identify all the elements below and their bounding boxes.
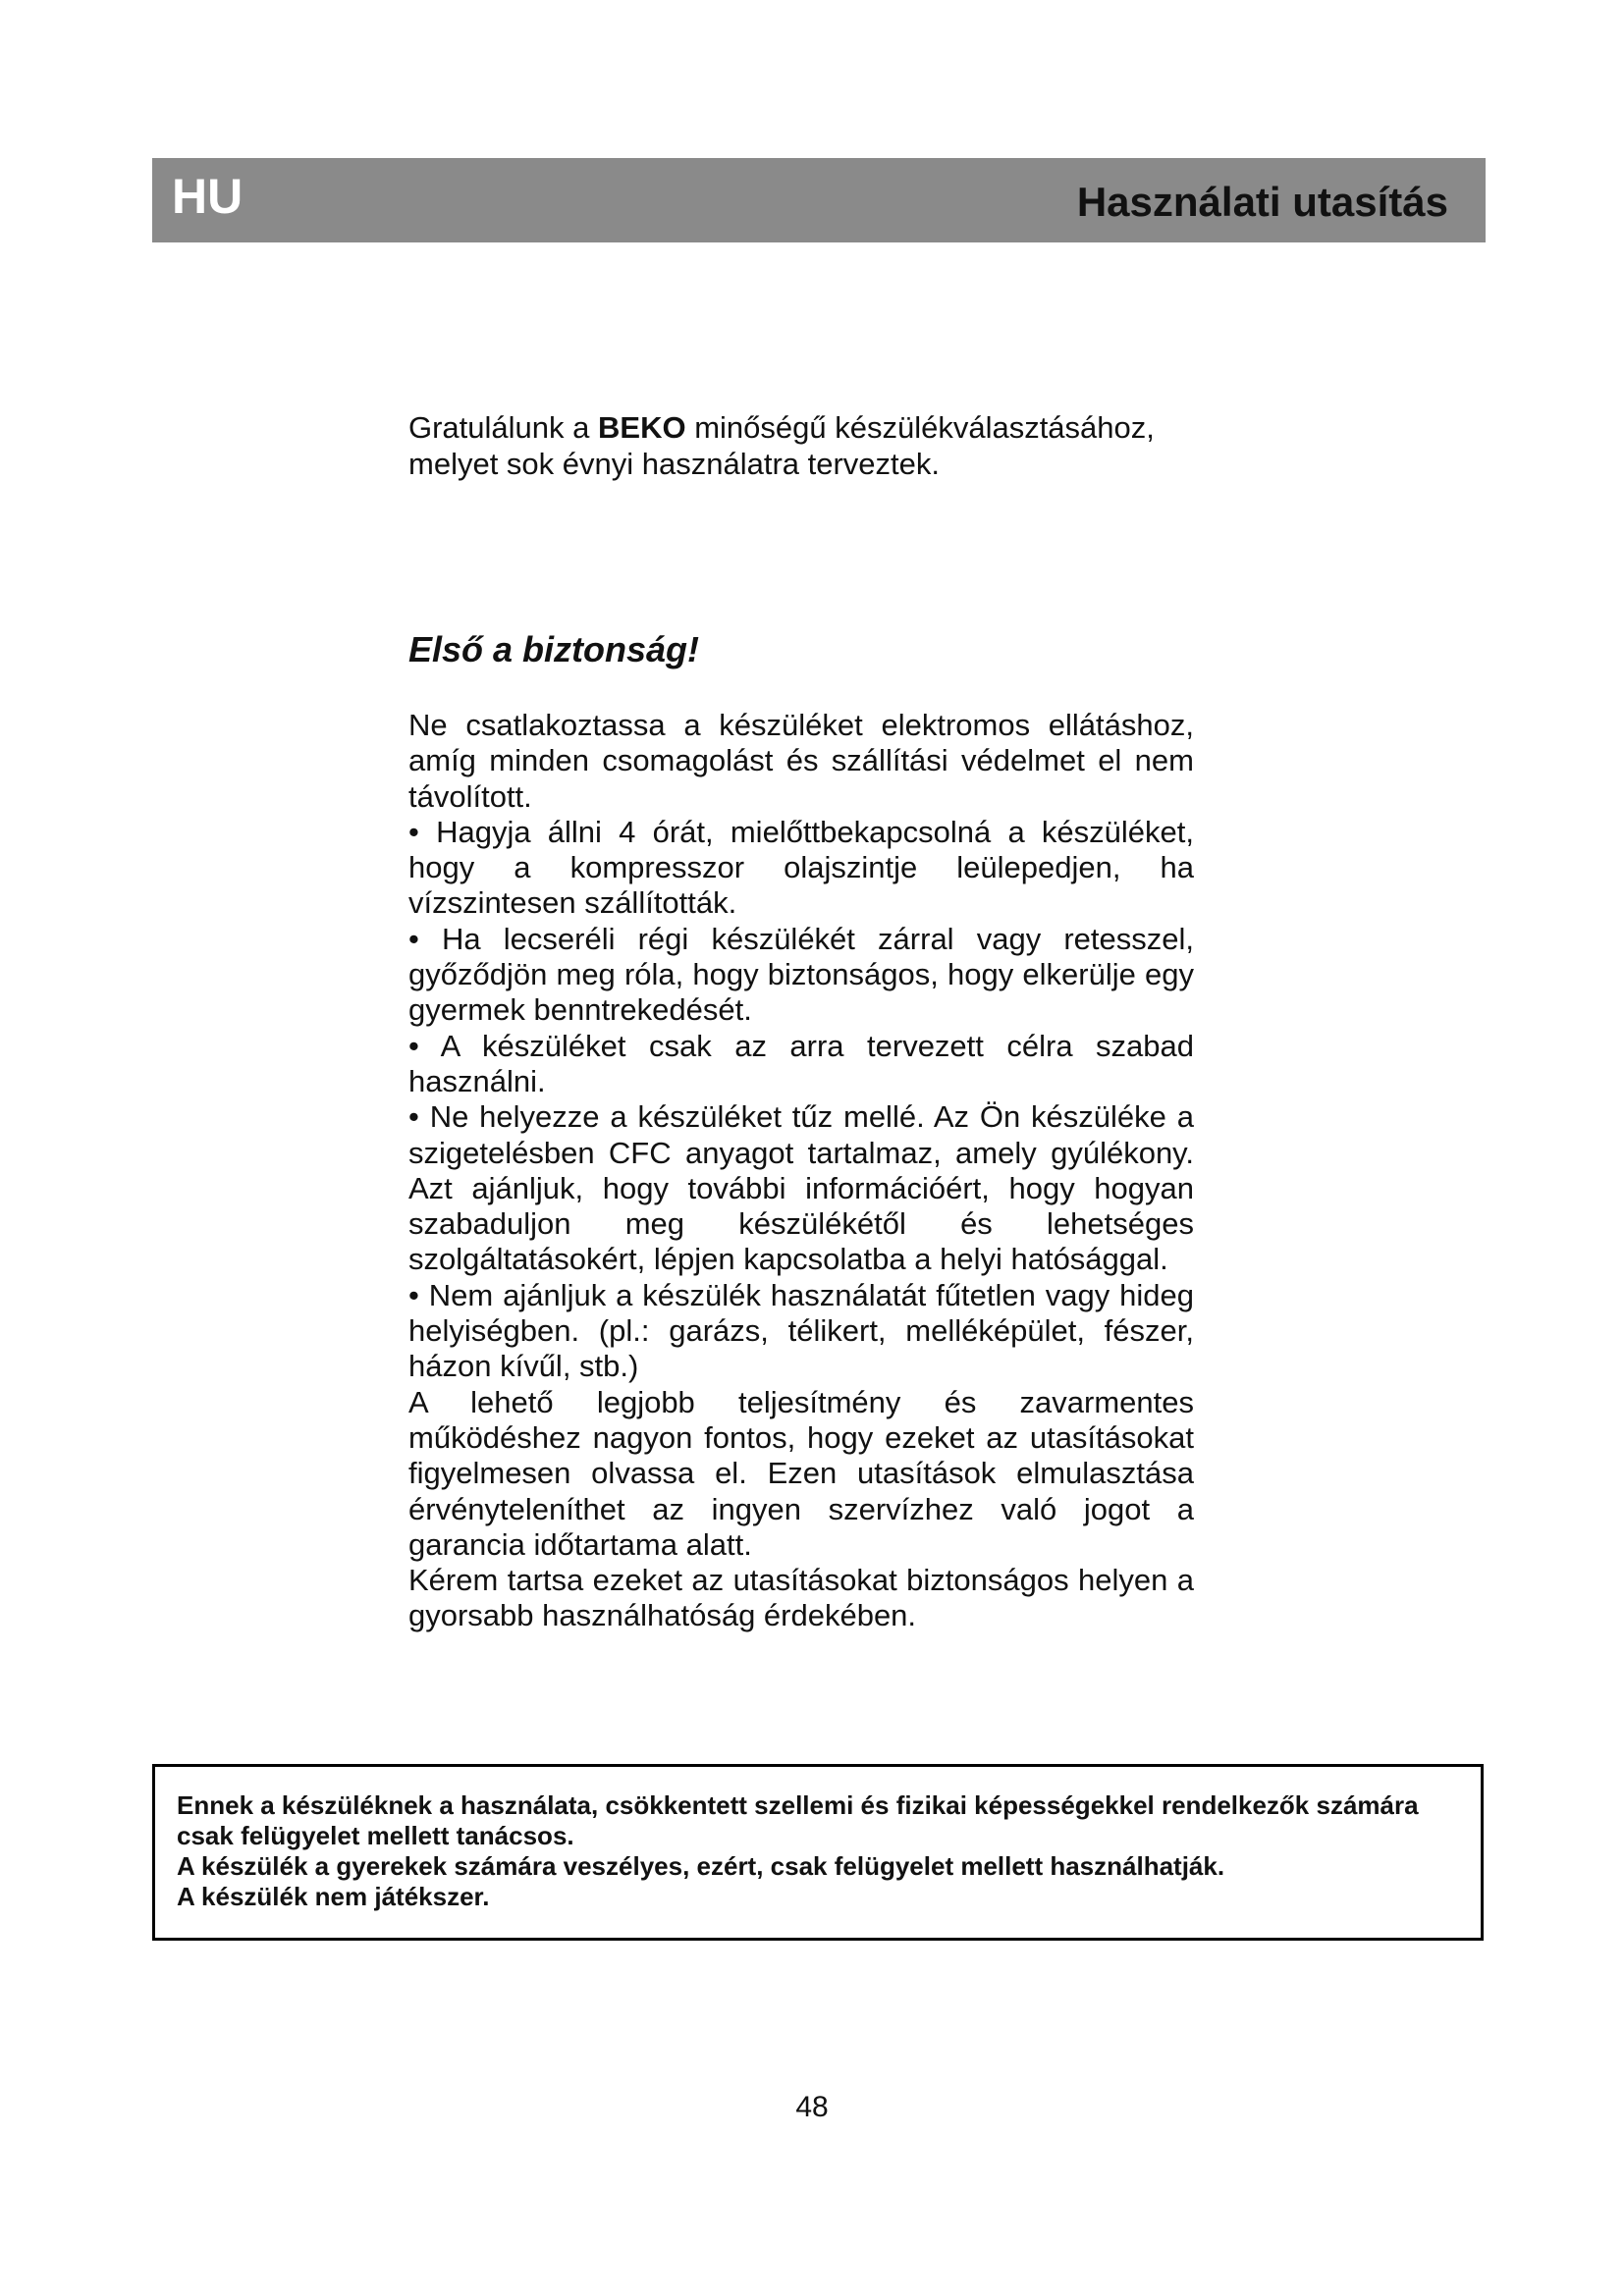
brand-name: BEKO bbox=[598, 410, 686, 445]
notice-line: A készülék a gyerekek számára veszélyes, ezért, csak felügyelet mellett használhatják. bbox=[177, 1851, 1225, 1881]
safety-paragraph: A lehető legjobb teljesítmény és zavarmentes működéshez nagyon fontos, hogy ezeket az utasításokat figyelmesen olvassa el. Ezen utasítások elmulasztása érvényteleníthet az ingyen szervízhez való jogot a garancia időtartama alatt. bbox=[408, 1384, 1194, 1562]
safety-instructions bbox=[408, 708, 1194, 1634]
safety-paragraph: • A készüléket csak az arra tervezett célra szabad használni. bbox=[408, 1028, 1194, 1098]
safety-heading: Első a biztonság! bbox=[408, 629, 700, 669]
intro-text bbox=[408, 409, 1194, 482]
safety-paragraph: • Nem ajánljuk a készülék használatát fűtetlen vagy hideg helyiségben. (pl.: garázs, télikert, melléképület, fészer, házon kívűl, stb.) bbox=[408, 1277, 1194, 1384]
intro-line-1 bbox=[408, 409, 1194, 446]
safety-paragraph: Kérem tartsa ezeket az utasításokat biztonságos helyen a gyorsabb használhatóság érdekében. bbox=[408, 1563, 1194, 1633]
intro-line-1-end: minőségű készülékválasztásához, bbox=[685, 410, 1155, 445]
language-code: HU bbox=[172, 169, 244, 224]
safety-paragraph: Ne csatlakoztassa a készüléket elektromos ellátáshoz, amíg minden csomagolást és szállítási védelmet el nem távolított. bbox=[408, 708, 1194, 814]
safety-paragraph: • Hagyja állni 4 órát, mielőttbekapcsolná a készüléket, hogy a kompresszor olajszintje leülepedjen, ha vízszintesen szállították. bbox=[408, 814, 1194, 921]
safety-paragraph: • Ha lecseréli régi készülékét zárral vagy retesszel, győződjön meg róla, hogy biztonságos, hogy elkerülje egy gyermek benntrekedését. bbox=[408, 921, 1194, 1028]
intro-line-1-start: Gratulálunk a bbox=[408, 410, 598, 445]
notice-line: A készülék nem játékszer. bbox=[177, 1882, 490, 1911]
intro-line-2: melyet sok évnyi használatra terveztek. bbox=[408, 447, 941, 481]
safety-paragraph: • Ne helyezze a készüléket tűz mellé. Az Ön készüléke a szigetelésben CFC anyagot tartalmaz, amely gyúlékony. Azt ajánljuk, hogy további információért, hogy hogyan szabaduljon meg készülékétől és lehetséges szolgáltatásokért, lépjen kapcsolatba a helyi hatósággal. bbox=[408, 1099, 1194, 1277]
warning-notice-box bbox=[152, 1764, 1484, 1941]
notice-line: Ennek a készüléknek a használata, csökkentett szellemi és fizikai képességekkel rendelkezők számára csak felügyelet mellett tanácsos. bbox=[177, 1790, 1419, 1850]
header-bar bbox=[152, 158, 1486, 242]
page-number: 48 bbox=[795, 2091, 829, 2123]
document-title: Használati utasítás bbox=[1076, 179, 1448, 225]
